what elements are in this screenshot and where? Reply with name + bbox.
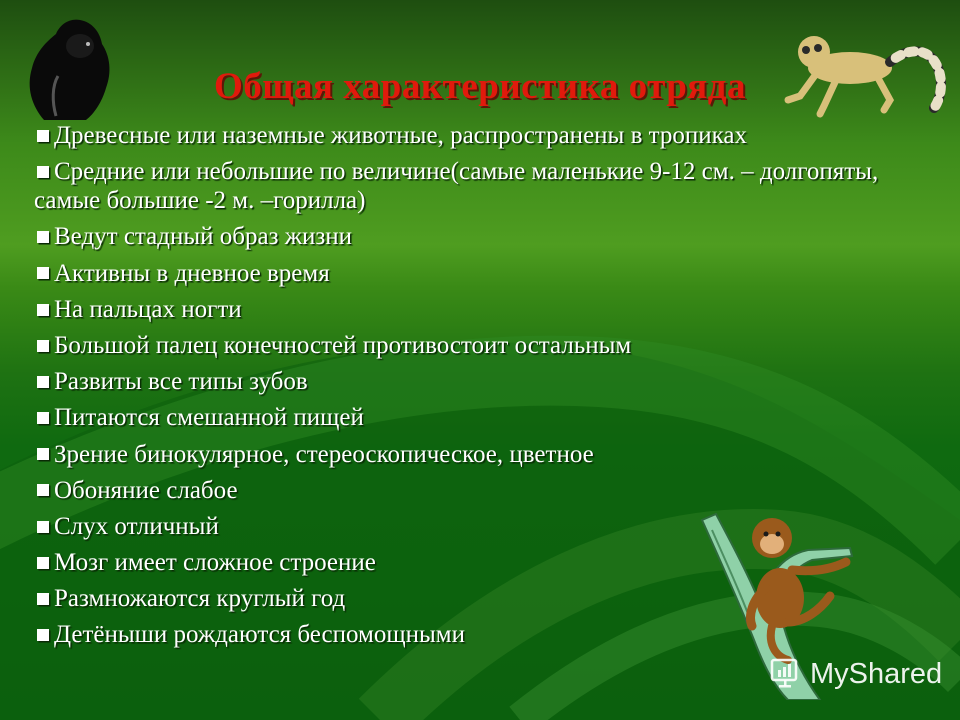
- bullet-text: Питаются смешанной пищей: [54, 404, 364, 432]
- bullet-square-icon: [37, 557, 49, 569]
- bullet-square-icon: [37, 412, 49, 424]
- bullet-text: Зрение бинокулярное, стереоскопическое, цветное: [54, 440, 594, 468]
- bullet-text: Обоняние слабое: [54, 476, 238, 504]
- myshared-watermark: [770, 654, 942, 694]
- bullet-text: На пальцах ногти: [54, 295, 242, 323]
- bullet-item: [34, 548, 934, 577]
- bullet-text: Ведут стадный образ жизни: [54, 223, 353, 251]
- bullet-list: [34, 121, 934, 657]
- bullet-text: Большой палец конечностей противостоит остальным: [54, 331, 632, 359]
- bullet-square-icon: [37, 304, 49, 316]
- bullet-item: [34, 331, 934, 360]
- bullet-item: [34, 121, 934, 150]
- bullet-text: Активны в дневное время: [54, 259, 330, 287]
- bullet-square-icon: [37, 521, 49, 533]
- bullet-square-icon: [37, 130, 49, 142]
- myshared-logo-icon: [770, 658, 806, 690]
- bullet-item: [34, 476, 934, 505]
- bullet-square-icon: [37, 231, 49, 243]
- bullet-square-icon: [37, 629, 49, 641]
- bullet-item: [34, 367, 934, 396]
- slide-title: Общая характеристика отряда: [213, 65, 747, 107]
- bullet-square-icon: [37, 376, 49, 388]
- bullet-text: Размножаются круглый год: [54, 585, 346, 613]
- bullet-text: Детёныши рождаются беспомощными: [54, 621, 465, 649]
- bullet-item: [34, 440, 934, 469]
- bullet-text: Слух отличный: [54, 512, 219, 540]
- bullet-square-icon: [37, 267, 49, 279]
- bullet-item: [34, 157, 934, 215]
- bullet-text: Развиты все типы зубов: [54, 368, 308, 396]
- bullet-item: [34, 222, 934, 251]
- bullet-square-icon: [37, 340, 49, 352]
- bullet-item: [34, 512, 934, 541]
- bullet-item: [34, 403, 934, 432]
- bullet-square-icon: [37, 448, 49, 460]
- bullet-text: Средние или небольшие по величине(самые маленькие 9-12 см. – долгопяты, самые большие -2 м. –горилла): [34, 158, 879, 215]
- bullet-square-icon: [37, 484, 49, 496]
- bullet-item: [34, 259, 934, 288]
- bullet-square-icon: [37, 166, 49, 178]
- gorilla-icon: [22, 16, 114, 122]
- bullet-item: [34, 620, 934, 649]
- bullet-square-icon: [37, 593, 49, 605]
- bullet-item: [34, 584, 934, 613]
- bullet-text: Древесные или наземные животные, распространены в тропиках: [54, 122, 747, 149]
- bullet-text: Мозг имеет сложное строение: [54, 549, 376, 577]
- watermark-text: MyShared: [810, 657, 943, 690]
- bullet-item: [34, 295, 934, 324]
